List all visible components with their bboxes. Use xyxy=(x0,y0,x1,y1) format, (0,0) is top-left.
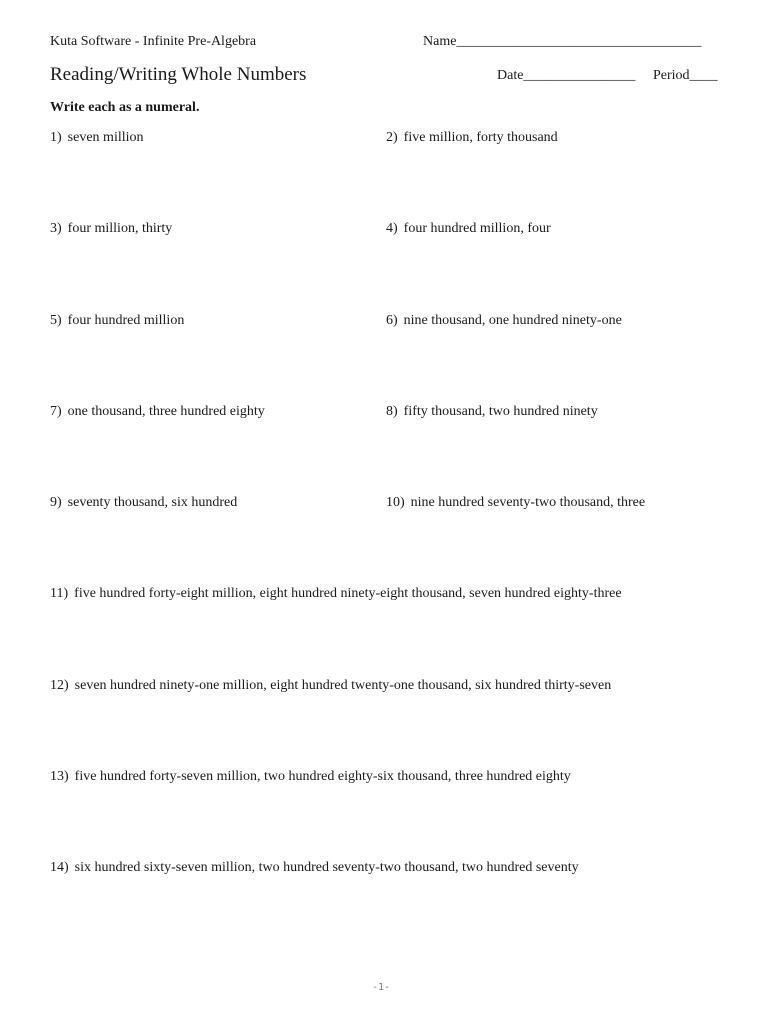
problem-text: five million, forty thousand xyxy=(403,130,558,145)
name-field: Name___________________________________ xyxy=(423,34,702,49)
problem-item xyxy=(50,678,611,694)
problem-text: five hundred forty-eight million, eight hundred ninety-eight thousand, seven hundred eighty-three xyxy=(74,586,622,601)
problem-number: 7) xyxy=(50,404,62,419)
page-number: -1- xyxy=(372,982,391,993)
problem-number: 6) xyxy=(386,313,398,328)
problem-item xyxy=(50,495,237,511)
problem-item xyxy=(386,130,558,146)
problem-text: fifty thousand, two hundred ninety xyxy=(403,404,598,419)
problem-text: nine hundred seventy-two thousand, three xyxy=(410,495,646,510)
problem-number: 13) xyxy=(50,769,69,784)
problem-item xyxy=(386,221,551,237)
problem-number: 3) xyxy=(50,221,62,236)
problem-text: four hundred million xyxy=(67,313,185,328)
problem-text: seven hundred ninety-one million, eight hundred twenty-one thousand, six hundred thirty-seven xyxy=(74,678,612,693)
problem-item xyxy=(50,130,144,146)
problem-text: six hundred sixty-seven million, two hundred seventy-two thousand, two hundred seventy xyxy=(74,860,579,875)
problem-number: 14) xyxy=(50,860,69,875)
problem-number: 10) xyxy=(386,495,405,510)
problem-number: 5) xyxy=(50,313,62,328)
problem-text: four hundred million, four xyxy=(403,221,551,236)
page-title: Reading/Writing Whole Numbers xyxy=(50,64,307,85)
date-field: Date________________ xyxy=(497,68,636,83)
problem-text: four million, thirty xyxy=(67,221,173,236)
problem-number: 4) xyxy=(386,221,398,236)
problem-text: seventy thousand, six hundred xyxy=(67,495,238,510)
problem-item xyxy=(50,860,579,876)
problem-item xyxy=(50,586,622,602)
problem-item xyxy=(386,495,645,511)
problem-item xyxy=(386,313,622,329)
problem-number: 8) xyxy=(386,404,398,419)
publisher-label: Kuta Software - Infinite Pre-Algebra xyxy=(50,34,257,49)
problem-number: 12) xyxy=(50,678,69,693)
problem-text: one thousand, three hundred eighty xyxy=(67,404,265,419)
problem-number: 2) xyxy=(386,130,398,145)
problem-text: seven million xyxy=(67,130,144,145)
period-field: Period____ xyxy=(653,68,718,83)
problem-number: 11) xyxy=(50,586,69,601)
problem-text: five hundred forty-seven million, two hundred eighty-six thousand, three hundred eighty xyxy=(74,769,571,784)
problem-text: nine thousand, one hundred ninety-one xyxy=(403,313,622,328)
instructions: Write each as a numeral. xyxy=(50,100,200,115)
problem-item xyxy=(50,404,265,420)
problem-item xyxy=(50,313,184,329)
problem-item xyxy=(50,769,571,785)
problem-item xyxy=(50,221,172,237)
problem-item xyxy=(386,404,598,420)
problem-number: 1) xyxy=(50,130,62,145)
problem-number: 9) xyxy=(50,495,62,510)
